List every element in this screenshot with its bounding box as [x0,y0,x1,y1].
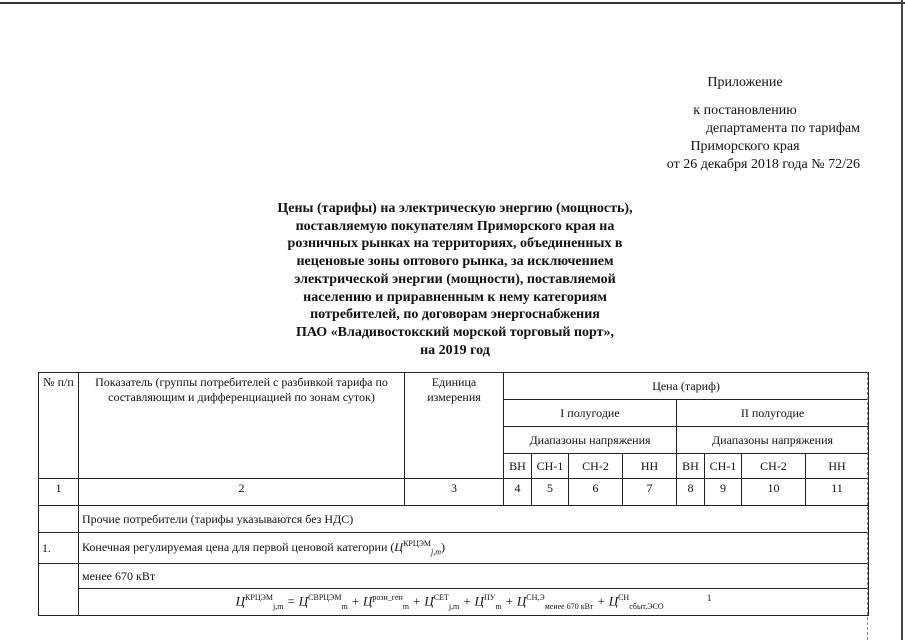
title-line: неценовые зоны оптового рынка, за исключением [296,254,614,270]
column-number: 2 [79,479,405,506]
appendix-label: Приложение [707,75,783,90]
formula-row [39,589,869,616]
column-number: 9 [705,479,742,506]
page-top-edge [0,2,905,4]
header-level-vn: ВН [677,454,705,479]
column-number: 8 [677,479,705,506]
item-symbol: Ц [394,540,404,555]
title-line: ПАО «Владивостокский морской торговый порт», [295,324,615,340]
header-level-sn2: СН-2 [742,454,806,479]
item-number: 1. [39,533,79,564]
appendix-line: Приморского края [690,139,800,154]
title-line: Цены (тарифы) на электрическую энергию (мощность), [277,201,633,216]
appendix-block [630,74,860,174]
scan-dashed-line [867,372,868,640]
sub-label: менее 670 кВт [79,564,869,589]
column-number: 5 [532,479,569,506]
header-level-nn: НН [623,454,677,479]
header-indicator: Показатель (группы потребителей с разбивкой тарифа по составляющим и дифференциацией по зонам суток) [79,373,405,479]
sub-row [39,564,869,589]
appendix-line: департамента по тарифам [705,121,860,136]
column-number: 3 [405,479,504,506]
section-label: Прочие потребители (тарифы указываются без НДС) [79,506,869,533]
column-number: 11 [806,479,869,506]
item-text: Конечная регулируемая цена для первой ценовой категории [82,540,388,555]
formula-footnote: 1 [706,593,712,604]
column-number-row [39,479,869,506]
column-number: 7 [623,479,677,506]
column-number: 6 [569,479,623,506]
header-level-sn2: СН-2 [569,454,623,479]
header-ranges-1: Диапазоны напряжения [504,427,677,454]
price-formula: $Ц^{КРЦЭМ}_{j,m} = Ц^{СВРЦЭМ}_m + Ц^{розн\_ген}_m + Ц^{СЕТ}_{j,m} + Ц^{ПУ}_m + Ц^{СН,Э}_{менее 670 кВт} + Ц^{СН}_{сбыт,ЭСО}$ $^1$ [79,589,869,616]
title-line: населению и приравненным к нему категориям [303,289,607,305]
header-level-sn1: СН-1 [532,454,569,479]
header-level-sn1: СН-1 [705,454,742,479]
appendix-line: от 26 декабря 2018 года № 72/26 [666,157,860,172]
header-ranges-2: Диапазоны напряжения [677,427,869,454]
item-sup: КРЦЭМ [403,539,432,549]
document-title [230,200,680,359]
header-no: № п/п [39,373,79,479]
title-line: поставляемую покупателям Приморского края на [295,218,615,234]
title-line: на 2019 год [420,342,490,358]
page-right-edge [901,0,903,640]
header-half-1: I полугодие [504,400,677,427]
title-line: розничных рынках на территориях, объединенных в [287,236,623,252]
title-line: электрической энергии (мощности), поставляемой [294,271,616,287]
column-number: 4 [504,479,532,506]
header-unit: Единица измерения [405,373,504,479]
header-price: Цена (тариф) [504,373,869,400]
item-row [39,533,869,564]
title-line: потребителей, по договорам энергоснабжения [310,307,600,323]
column-number: 10 [742,479,806,506]
header-level-nn: НН [806,454,869,479]
appendix-line: к постановлению [693,103,797,118]
column-number: 1 [39,479,79,506]
section-row [39,506,869,533]
item-label: Конечная регулируемая цена для первой ценовой категории $(Ц^{КРЦЭМ}_{j,m})$ [79,533,869,564]
tariff-table [38,372,869,616]
header-half-2: II полугодие [677,400,869,427]
header-level-vn: ВН [504,454,532,479]
item-sub: j,m [431,547,442,557]
